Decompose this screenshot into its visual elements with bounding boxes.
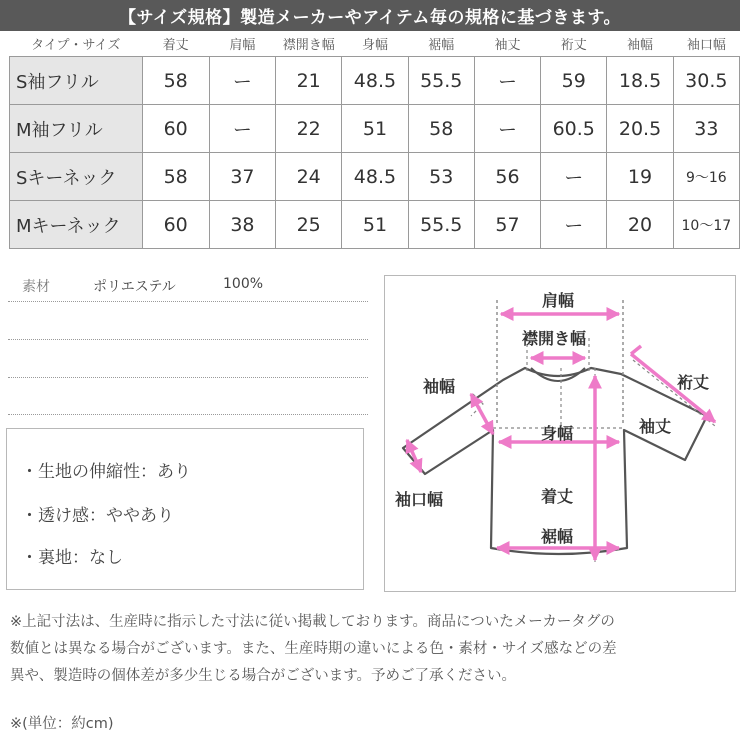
label-length: 着丈 <box>541 487 574 506</box>
table-cell: 21 <box>276 57 342 105</box>
label-sleeve-length: 袖丈 <box>639 417 672 436</box>
table-cell: ー <box>209 105 275 153</box>
table-cell: 20 <box>607 201 673 249</box>
table-cell: 60 <box>142 201 209 249</box>
size-table <box>9 31 740 249</box>
fabric-features-box <box>6 428 364 590</box>
table-cell: 48.5 <box>342 57 408 105</box>
table-cell: 48.5 <box>342 153 408 201</box>
table-cell: 60.5 <box>541 105 607 153</box>
column-header-hem-width: 裾幅 <box>408 31 474 57</box>
material-value: ポリエステル <box>93 279 176 295</box>
table-cell: 59 <box>541 57 607 105</box>
table-cell: 55.5 <box>408 57 474 105</box>
table-cell: 37 <box>209 153 275 201</box>
table-cell: 25 <box>276 201 342 249</box>
dotted-divider <box>8 377 368 378</box>
label-shoulder-width: 肩幅 <box>542 291 575 310</box>
table-cell: 53 <box>408 153 474 201</box>
table-cell: 57 <box>474 201 540 249</box>
table-row <box>10 201 740 249</box>
table-cell: 60 <box>142 105 209 153</box>
row-label: M袖フリル <box>10 105 143 153</box>
feature-sheerness: ・透け感：ややあり <box>21 506 174 526</box>
table-cell: 51 <box>342 201 408 249</box>
column-header-cuff-width: 袖口幅 <box>673 31 739 57</box>
table-cell: 22 <box>276 105 342 153</box>
table-cell: 30.5 <box>673 57 739 105</box>
table-cell: ー <box>541 153 607 201</box>
feature-stretch: ・生地の伸縮性：あり <box>21 462 191 482</box>
material-percent: 100% <box>223 276 264 292</box>
label-hem-width: 裾幅 <box>541 527 574 546</box>
column-header-sleeve-length: 袖丈 <box>474 31 540 57</box>
table-cell: 10〜17 <box>673 201 739 249</box>
table-row <box>10 105 740 153</box>
disclaimer-notes <box>10 609 735 690</box>
table-row <box>10 153 740 201</box>
label-neck-width: 襟開き幅 <box>522 329 587 348</box>
label-yuki-length: 裄丈 <box>677 373 710 392</box>
label-cuff-width: 袖口幅 <box>395 490 444 509</box>
table-cell: 58 <box>142 153 209 201</box>
size-spec-banner: 【サイズ規格】製造メーカーやアイテム毎の規格に基づきます。 <box>0 0 740 31</box>
dotted-divider <box>8 339 368 340</box>
dotted-divider <box>8 414 368 415</box>
column-header-body-width: 身幅 <box>342 31 408 57</box>
column-header-type-size: タイプ・サイズ <box>10 31 143 57</box>
material-label: 素材 <box>22 279 50 295</box>
table-cell: 19 <box>607 153 673 201</box>
table-cell: ー <box>474 57 540 105</box>
table-cell: 24 <box>276 153 342 201</box>
note-line: 異や、製造時の個体差が多少生じる場合がございます。予めご了承ください。 <box>10 668 517 684</box>
table-cell: 20.5 <box>607 105 673 153</box>
table-header-row <box>10 31 740 57</box>
note-line: 数値とは異なる場合がございます。また、生産時期の違いによる色・素材・サイズ感などの差 <box>10 641 617 657</box>
column-header-yuki-length: 裄丈 <box>541 31 607 57</box>
table-cell: 56 <box>474 153 540 201</box>
table-cell: 58 <box>408 105 474 153</box>
table-cell: 9〜16 <box>673 153 739 201</box>
label-body-width: 身幅 <box>541 424 574 443</box>
table-cell: 38 <box>209 201 275 249</box>
unit-note: ※(単位：約cm) <box>10 716 114 732</box>
table-cell: 18.5 <box>607 57 673 105</box>
table-cell: 51 <box>342 105 408 153</box>
table-cell: ー <box>541 201 607 249</box>
table-cell: 55.5 <box>408 201 474 249</box>
feature-lining: ・裏地：なし <box>21 548 123 568</box>
column-header-sleeve-width: 袖幅 <box>607 31 673 57</box>
table-cell: ー <box>209 57 275 105</box>
column-header-neck-width: 襟開き幅 <box>276 31 342 57</box>
column-header-length: 着丈 <box>142 31 209 57</box>
column-header-shoulder: 肩幅 <box>209 31 275 57</box>
table-cell: ー <box>474 105 540 153</box>
note-line: ※上記寸法は、生産時に指示した寸法に従い掲載しております。商品についたメーカータグの <box>10 614 615 630</box>
table-cell: 33 <box>673 105 739 153</box>
row-label: Sキーネック <box>10 153 143 201</box>
dotted-divider <box>8 301 368 302</box>
row-label: S袖フリル <box>10 57 143 105</box>
row-label: Mキーネック <box>10 201 143 249</box>
label-sleeve-width: 袖幅 <box>423 377 456 396</box>
table-row <box>10 57 740 105</box>
measurement-diagram <box>384 275 736 592</box>
table-cell: 58 <box>142 57 209 105</box>
